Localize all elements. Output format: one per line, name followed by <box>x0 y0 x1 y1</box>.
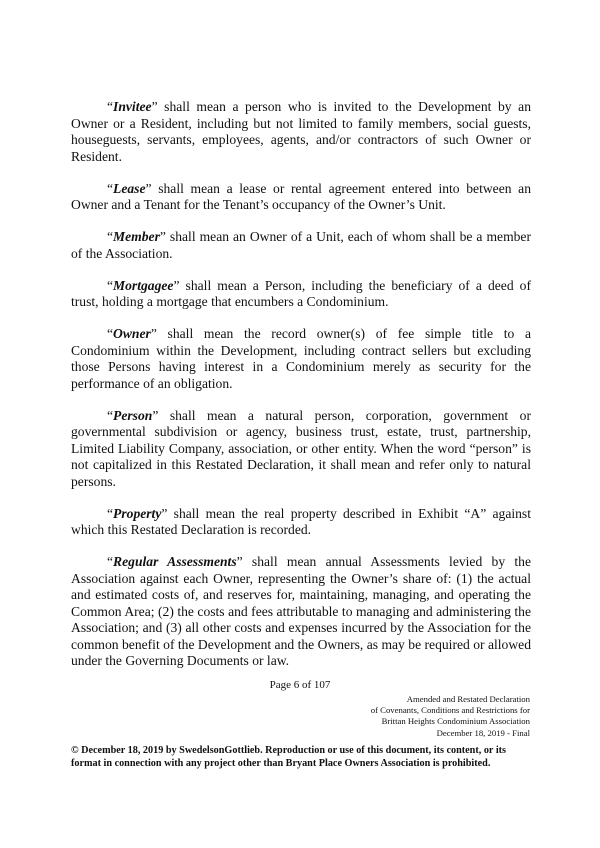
definition-text: shall mean the record owner(s) of fee simple title to a Condominium within the Development, including contract sellers but excluding those Persons having interest in a Condominium merely as security for the performance of an obligation. <box>71 326 531 391</box>
open-quote: “ <box>107 554 114 569</box>
close-quote: ” <box>159 229 166 244</box>
definition-invitee <box>71 99 531 165</box>
defined-term: Mortgagee <box>113 277 174 293</box>
doc-info-line: of Covenants, Conditions and Restrictions for <box>370 705 530 716</box>
definition-text: shall mean an Owner of a Unit, each of whom shall be a member of the Association. <box>71 229 531 261</box>
defined-term: Regular Assessments <box>113 554 237 569</box>
open-quote: “ <box>107 505 114 521</box>
open-quote: “ <box>107 180 114 196</box>
defined-term: Lease <box>113 180 146 196</box>
open-quote: “ <box>107 407 114 423</box>
definition-regular-assessments <box>71 554 531 670</box>
page-number: Page 6 of 107 <box>269 679 331 691</box>
doc-info-line: Brittan Heights Condominium Association <box>381 716 530 727</box>
defined-term: Member <box>113 229 160 244</box>
defined-term: Property <box>113 505 162 521</box>
definition-text: shall mean a person who is invited to the Development by an Owner or a Resident, including but not limited to family members, social guests, houseguests, servants, employees, agents, and/or contractors of such Owner or Resident. <box>71 99 531 164</box>
close-quote: ” <box>236 554 243 569</box>
copyright-notice: © December 18, 2019 by SwedelsonGottlieb. Reproduction or use of this document, its content, or its format in connection with any project other than Bryant Place Owners Association is prohibited. <box>71 745 507 769</box>
defined-term: Invitee <box>113 99 152 114</box>
doc-info-line: December 18, 2019 - Final <box>436 727 530 738</box>
doc-info-line: Amended and Restated Declaration <box>406 694 530 704</box>
definition-lease <box>71 181 531 214</box>
definition-text: shall mean a lease or rental agreement entered into between an Owner and a Tenant for the Tenant’s occupancy of the Owner’s Unit. <box>71 180 531 212</box>
defined-term: Owner <box>113 326 151 341</box>
definition-owner <box>71 326 531 392</box>
defined-term: Person <box>113 407 153 423</box>
close-quote: ” <box>151 99 158 114</box>
close-quote: ” <box>152 407 159 423</box>
close-quote: ” <box>161 505 168 521</box>
definition-text: shall mean a natural person, corporation, government or governmental subdivision or agency, business trust, estate, trust, partnership, Limited Liability Company, association, or other entity. When the word “person” is not capitalized in this Restated Declaration, it shall mean and refer only to natural persons. <box>71 407 531 489</box>
close-quote: ” <box>145 180 152 196</box>
definition-member <box>71 229 531 262</box>
definition-text: shall mean the real property described in Exhibit “A” against which this Restated Declaration is recorded. <box>71 505 531 537</box>
close-quote: ” <box>173 277 180 293</box>
definition-person <box>71 408 531 491</box>
document-info-footer <box>371 694 530 739</box>
open-quote: “ <box>107 229 114 244</box>
definition-mortgagee <box>71 278 531 311</box>
definitions-section <box>71 99 531 685</box>
open-quote: “ <box>107 277 114 293</box>
definition-text: shall mean annual Assessments levied by the Association against each Owner, representing the Owner’s share of: (1) the actual and estimated costs of, and reserves for, maintaining, managing, and operating the Common Area; (2) the costs and fees attributable to managing and administering the Association; and (3) all other costs and expenses incurred by the Association for the common benefit of the Development and the Owners, as may be required or allowed under the Governing Documents or law. <box>71 554 531 668</box>
open-quote: “ <box>107 99 114 114</box>
definition-property <box>71 506 531 539</box>
close-quote: ” <box>150 326 157 341</box>
definition-text: shall mean a Person, including the beneficiary of a deed of trust, holding a mortgage that encumbers a Condominium. <box>71 277 531 309</box>
open-quote: “ <box>107 326 114 341</box>
